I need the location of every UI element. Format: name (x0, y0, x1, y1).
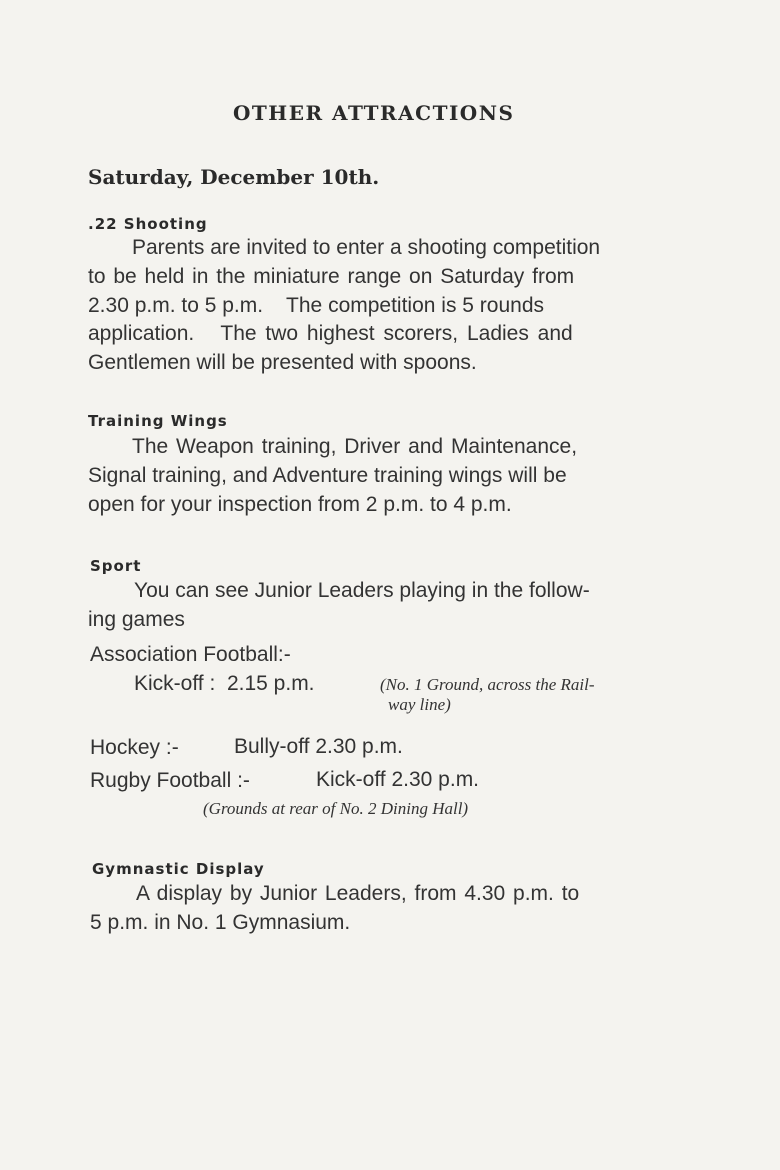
association-football-label: Association Football:- (90, 643, 291, 666)
shooting-line-5: Gentlemen will be presented with spoons. (88, 351, 477, 374)
training-line-2: Signal training, and Adventure training wings will be (88, 464, 567, 487)
shooting-line-1: Parents are invited to enter a shooting competition (132, 236, 601, 259)
training-line-3: open for your inspection from 2 p.m. to 4 p.m. (88, 493, 512, 516)
association-kickoff-time: Kick-off : 2.15 p.m. (134, 672, 315, 695)
association-ground-note-1: (No. 1 Ground, across the Rail- (380, 675, 595, 694)
shooting-line-4: application. The two highest scorers, Ladies and (88, 322, 573, 345)
sport-line-2: ing games (88, 608, 185, 631)
gymnastic-line-2: 5 p.m. in No. 1 Gymnasium. (90, 911, 351, 934)
section-heading-sport: Sport (90, 557, 142, 575)
sport-line-1: You can see Junior Leaders playing in the follow- (134, 579, 590, 602)
training-line-1: The Weapon training, Driver and Maintenance, (132, 435, 578, 458)
hockey-time: Bully-off 2.30 p.m. (234, 735, 403, 758)
association-ground-note-2: way line) (388, 695, 451, 714)
shooting-line-3: 2.30 p.m. to 5 p.m. The competition is 5 rounds (88, 294, 545, 317)
page-title: OTHER ATTRACTIONS (233, 101, 515, 125)
gymnastic-line-1: A display by Junior Leaders, from 4.30 p.m. to (136, 882, 580, 905)
section-heading-training: Training Wings (88, 412, 228, 430)
rugby-time: Kick-off 2.30 p.m. (316, 768, 480, 791)
date-heading: Saturday, December 10th. (88, 165, 380, 189)
rugby-ground-note: (Grounds at rear of No. 2 Dining Hall) (203, 799, 469, 818)
section-heading-shooting: .22 Shooting (88, 215, 208, 233)
rugby-label: Rugby Football :- (90, 769, 250, 792)
section-heading-gymnastic: Gymnastic Display (92, 860, 265, 878)
hockey-label: Hockey :- (90, 736, 179, 759)
shooting-line-2: to be held in the miniature range on Saturday from (88, 265, 575, 288)
